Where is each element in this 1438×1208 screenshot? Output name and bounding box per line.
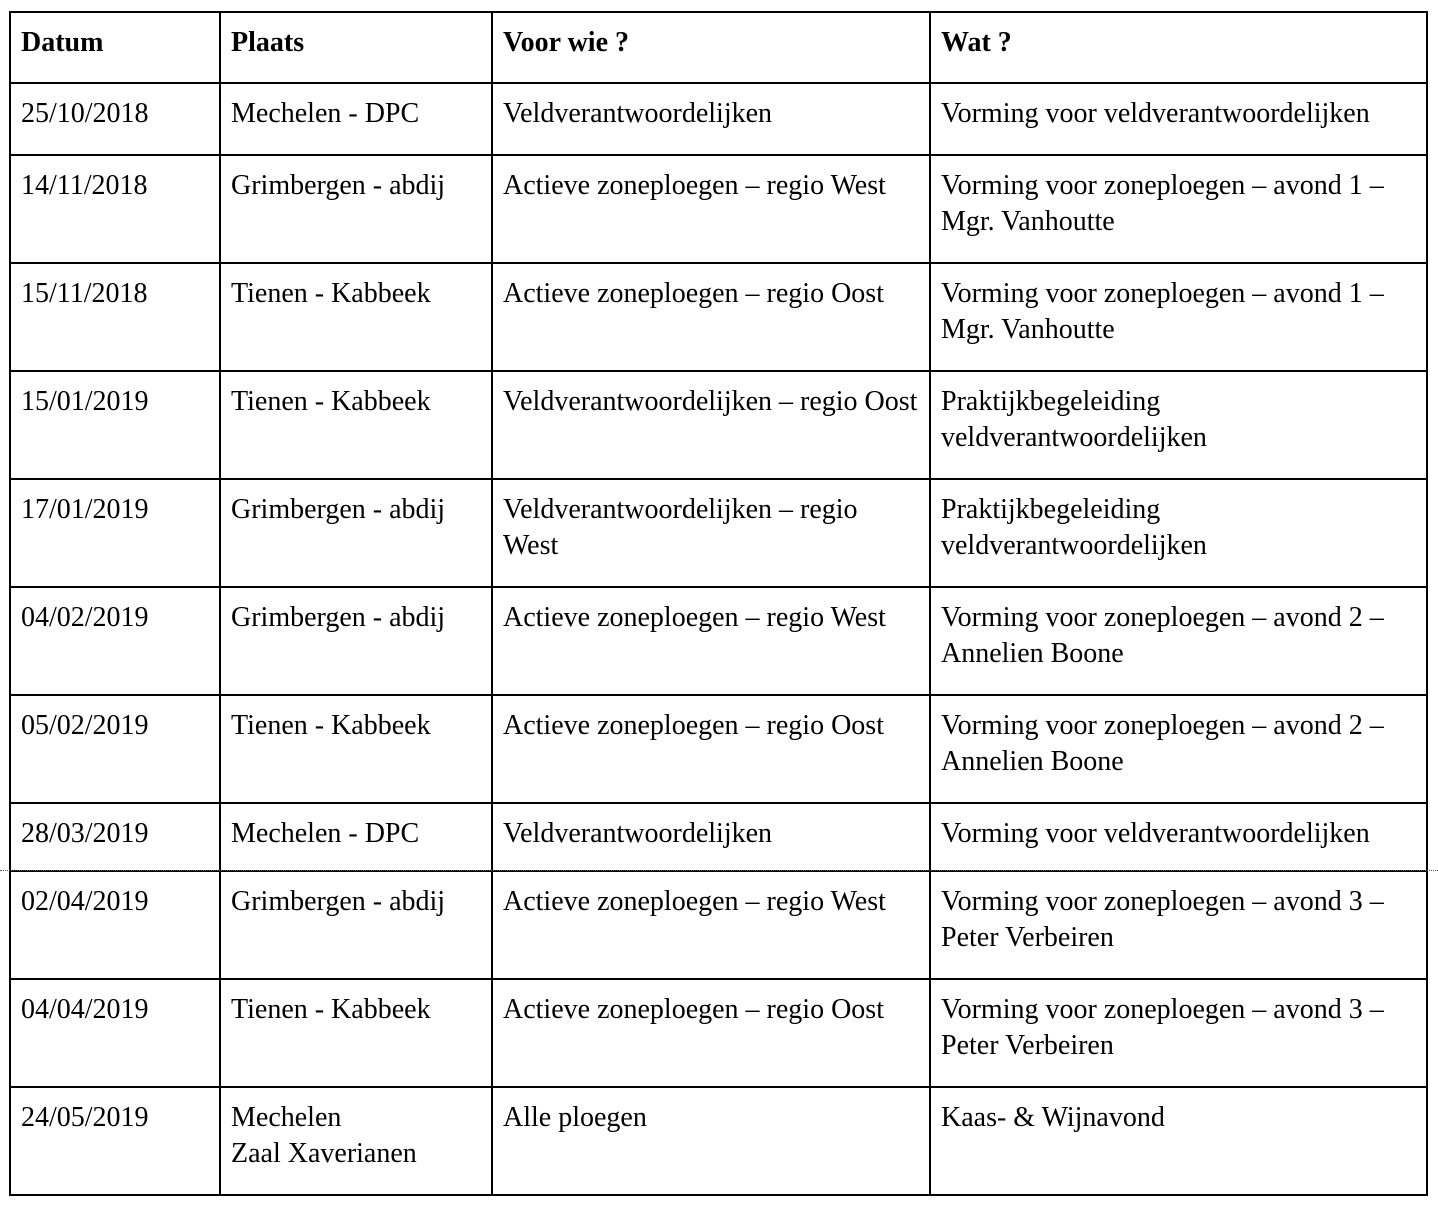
cell-voor-wie: Actieve zoneploegen – regio West [492, 587, 930, 695]
cell-plaats: Grimbergen - abdij [220, 479, 492, 587]
table-row [10, 263, 1427, 371]
cell-wat: Vorming voor zoneploegen – avond 2 – Annelien Boone [930, 587, 1427, 695]
cell-plaats: Grimbergen - abdij [220, 871, 492, 979]
cell-plaats-line: Mechelen [231, 1102, 342, 1133]
header-datum: Datum [10, 12, 220, 83]
cell-plaats: Tienen - Kabbeek [220, 979, 492, 1087]
header-wat: Wat ? [930, 12, 1427, 83]
cell-voor-wie: Actieve zoneploegen – regio Oost [492, 979, 930, 1087]
table-row [10, 155, 1427, 263]
schedule-table [9, 11, 1428, 1196]
cell-voor-wie: Veldverantwoordelijken – regio Oost [492, 371, 930, 479]
header-voor-wie: Voor wie ? [492, 12, 930, 83]
cell-voor-wie: Alle ploegen [492, 1087, 930, 1195]
cell-wat: Vorming voor zoneploegen – avond 1 – Mgr. Vanhoutte [930, 263, 1427, 371]
cell-wat: Vorming voor zoneploegen – avond 1 – Mgr. Vanhoutte [930, 155, 1427, 263]
cell-voor-wie: Veldverantwoordelijken [492, 83, 930, 155]
cell-wat: Vorming voor zoneploegen – avond 2 – Annelien Boone [930, 695, 1427, 803]
cell-datum: 04/04/2019 [10, 979, 220, 1087]
table-row [10, 803, 1427, 871]
table-row [10, 587, 1427, 695]
table-row [10, 979, 1427, 1087]
cell-wat: Vorming voor zoneploegen – avond 3 – Peter Verbeiren [930, 871, 1427, 979]
table-row [10, 871, 1427, 979]
cell-wat: Kaas- & Wijnavond [930, 1087, 1427, 1195]
header-plaats: Plaats [220, 12, 492, 83]
cell-plaats: Grimbergen - abdij [220, 587, 492, 695]
table-row [10, 479, 1427, 587]
cell-voor-wie: Actieve zoneploegen – regio Oost [492, 695, 930, 803]
cell-datum: 24/05/2019 [10, 1087, 220, 1195]
cell-wat: Vorming voor veldverantwoordelijken [930, 803, 1427, 871]
cell-plaats: Tienen - Kabbeek [220, 263, 492, 371]
cell-voor-wie: Veldverantwoordelijken – regio West [492, 479, 930, 587]
cell-plaats: Tienen - Kabbeek [220, 371, 492, 479]
cell-datum: 04/02/2019 [10, 587, 220, 695]
cell-plaats: Mechelen - DPC [220, 803, 492, 871]
cell-plaats-line: Zaal Xaverianen [231, 1138, 417, 1169]
cell-plaats [220, 1087, 492, 1195]
cell-datum: 05/02/2019 [10, 695, 220, 803]
cell-datum: 02/04/2019 [10, 871, 220, 979]
cell-wat: Praktijkbegeleiding veldverantwoordelijken [930, 371, 1427, 479]
table-header-row [10, 12, 1427, 83]
cell-wat: Vorming voor veldverantwoordelijken [930, 83, 1427, 155]
cell-voor-wie: Actieve zoneploegen – regio Oost [492, 263, 930, 371]
cell-plaats: Mechelen - DPC [220, 83, 492, 155]
table-row [10, 83, 1427, 155]
cell-datum: 14/11/2018 [10, 155, 220, 263]
cell-datum: 15/01/2019 [10, 371, 220, 479]
cell-datum: 25/10/2018 [10, 83, 220, 155]
cell-plaats: Tienen - Kabbeek [220, 695, 492, 803]
table-row [10, 1087, 1427, 1195]
table-row [10, 371, 1427, 479]
cell-wat: Vorming voor zoneploegen – avond 3 – Peter Verbeiren [930, 979, 1427, 1087]
cell-voor-wie: Veldverantwoordelijken [492, 803, 930, 871]
table-row [10, 695, 1427, 803]
cell-voor-wie: Actieve zoneploegen – regio West [492, 155, 930, 263]
cell-datum: 28/03/2019 [10, 803, 220, 871]
cell-wat: Praktijkbegeleiding veldverantwoordelijken [930, 479, 1427, 587]
cell-voor-wie: Actieve zoneploegen – regio West [492, 871, 930, 979]
cell-datum: 15/11/2018 [10, 263, 220, 371]
cell-plaats: Grimbergen - abdij [220, 155, 492, 263]
cell-datum: 17/01/2019 [10, 479, 220, 587]
